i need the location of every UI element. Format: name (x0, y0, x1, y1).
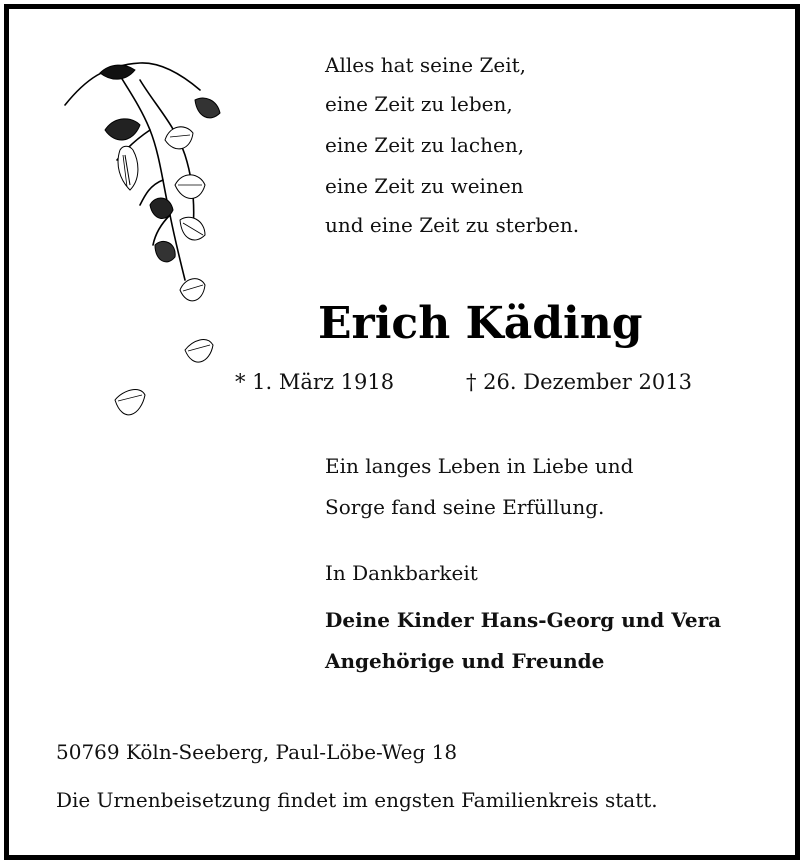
poem-line-2: eine Zeit zu leben, (325, 92, 513, 116)
tribute-line-1: Ein langes Leben in Liebe und (325, 454, 634, 478)
deceased-name: Erich Käding (318, 298, 643, 349)
poem-line-4: eine Zeit zu weinen (325, 174, 524, 198)
mourners-line-1: Deine Kinder Hans-Georg und Vera (325, 608, 722, 632)
poem-line-3: eine Zeit zu lachen, (325, 133, 525, 157)
birth-date: * 1. März 1918 (235, 370, 395, 394)
poem-line-1: Alles hat seine Zeit, (325, 53, 526, 77)
mourners-line-2: Angehörige und Freunde (325, 649, 605, 673)
burial-note: Die Urnenbeisetzung findet im engsten Familienkreis statt. (56, 788, 658, 812)
tribute-line-2: Sorge fand seine Erfüllung. (325, 495, 605, 519)
address-text: 50769 Köln-Seeberg, Paul-Löbe-Weg 18 (56, 740, 458, 764)
gratitude-text: In Dankbarkeit (325, 561, 478, 585)
poem-line-5: und eine Zeit zu sterben. (325, 213, 580, 237)
death-date: † 26. Dezember 2013 (466, 370, 692, 394)
birch-leaves-icon (45, 45, 245, 455)
